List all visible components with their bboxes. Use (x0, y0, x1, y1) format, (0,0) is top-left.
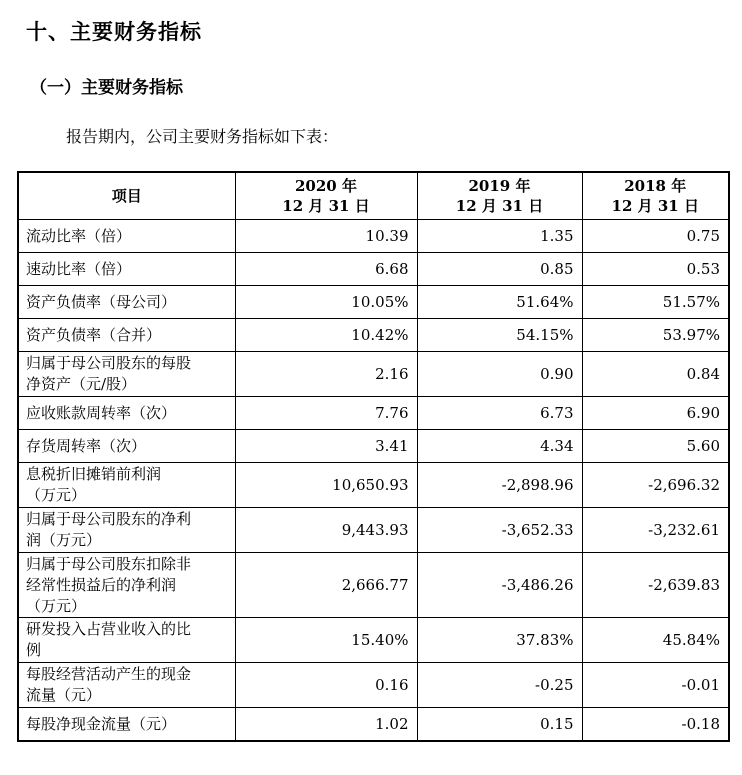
table-row (18, 253, 729, 286)
value-2019: -0.25 (417, 663, 582, 708)
value-2019: 54.15% (417, 319, 582, 352)
table-row (18, 663, 729, 708)
row-label (18, 708, 235, 742)
row-label-line: 存货周转率（次） (26, 436, 147, 455)
value-2020: 6.68 (235, 253, 417, 286)
value-2020: 1.02 (235, 708, 417, 742)
value-2018: -2,696.32 (582, 463, 729, 508)
row-label (18, 397, 235, 430)
table-row (18, 618, 729, 663)
value-2019: 51.64% (417, 286, 582, 319)
row-label (18, 430, 235, 463)
header-item-label: 项目 (111, 187, 142, 205)
value-2018: -0.18 (582, 708, 729, 742)
value-2018: -2,639.83 (582, 553, 729, 618)
table-row (18, 319, 729, 352)
value-2020: 15.40% (235, 618, 417, 663)
value-2019: -3,486.26 (417, 553, 582, 618)
row-label-line: 研发投入占营业收入的比 (26, 620, 192, 638)
value-2019: -3,652.33 (417, 508, 582, 553)
table-row (18, 508, 729, 553)
row-label (18, 253, 235, 286)
value-2020: 10.42% (235, 319, 417, 352)
value-2018: -3,232.61 (582, 508, 729, 553)
value-2020: 2,666.77 (235, 553, 417, 618)
header-item (18, 172, 235, 220)
row-label-line: 每股经营活动产生的现金 (26, 665, 192, 683)
value-2018: -0.01 (582, 663, 729, 708)
table-row (18, 220, 729, 253)
row-label (18, 463, 235, 508)
row-label (18, 553, 235, 618)
row-label (18, 220, 235, 253)
value-2019: 37.83% (417, 618, 582, 663)
header-2020 (235, 172, 417, 220)
value-2019: 0.90 (417, 352, 582, 397)
value-2018: 53.97% (582, 319, 729, 352)
value-2019: 4.34 (417, 430, 582, 463)
value-2020: 10,650.93 (235, 463, 417, 508)
row-label-line: （万元） (26, 596, 87, 615)
value-2018: 0.84 (582, 352, 729, 397)
subsection-title: （一）主要财务指标 (30, 78, 183, 98)
value-2018: 51.57% (582, 286, 729, 319)
header-2019-date: 12 月 31 日 (455, 197, 544, 215)
value-2018: 6.90 (582, 397, 729, 430)
value-2019: 1.35 (417, 220, 582, 253)
value-2018: 5.60 (582, 430, 729, 463)
row-label (18, 508, 235, 553)
table-row (18, 708, 729, 742)
header-2020-year: 2020 年 (295, 177, 357, 195)
header-2019 (417, 172, 582, 220)
row-label-line: 资产负债率（母公司） (26, 292, 177, 311)
value-2020: 7.76 (235, 397, 417, 430)
row-label-line: 净资产（元/股） (26, 375, 137, 393)
value-2018: 0.75 (582, 220, 729, 253)
value-2020: 3.41 (235, 430, 417, 463)
table-row (18, 553, 729, 618)
value-2020: 0.16 (235, 663, 417, 708)
row-label-line: 归属于母公司股东的净利 (26, 510, 192, 528)
value-2020: 2.16 (235, 352, 417, 397)
row-label (18, 319, 235, 352)
row-label-line: 应收账款周转率（次） (26, 403, 177, 422)
row-label (18, 618, 235, 663)
header-2019-year: 2019 年 (468, 177, 531, 195)
table-header-row (18, 172, 729, 220)
value-2019: 6.73 (417, 397, 582, 430)
row-label-line: 每股净现金流量（元） (26, 714, 177, 733)
intro-paragraph: 报告期内，公司主要财务指标如下表： (66, 127, 339, 146)
table-row (18, 463, 729, 508)
section-title: 十、主要财务指标 (26, 20, 202, 44)
row-label-line: 经常性损益后的净利润 (26, 575, 177, 594)
row-label-line: 速动比率（倍） (26, 259, 132, 278)
financial-indicators-table (17, 171, 730, 742)
header-2020-date: 12 月 31 日 (282, 197, 370, 215)
row-label-line: 润（万元） (26, 531, 102, 549)
row-label (18, 663, 235, 708)
header-2018-date: 12 月 31 日 (611, 197, 699, 215)
value-2018: 0.53 (582, 253, 729, 286)
row-label (18, 286, 235, 319)
value-2019: -2,898.96 (417, 463, 582, 508)
header-2018-year: 2018 年 (624, 177, 687, 195)
table-body (18, 220, 729, 742)
row-label-line: （万元） (26, 486, 87, 504)
row-label-line: 息税折旧摊销前利润 (26, 465, 162, 483)
value-2019: 0.85 (417, 253, 582, 286)
value-2018: 45.84% (582, 618, 729, 663)
table-row (18, 352, 729, 397)
value-2020: 10.39 (235, 220, 417, 253)
row-label-line: 归属于母公司股东的每股 (26, 354, 192, 372)
row-label-line: 流量（元） (26, 686, 102, 704)
row-label-line: 归属于母公司股东扣除非 (26, 554, 192, 573)
value-2019: 0.15 (417, 708, 582, 742)
header-2018 (582, 172, 729, 220)
table-row (18, 397, 729, 430)
row-label-line: 资产负债率（合并） (26, 325, 162, 344)
row-label-line: 流动比率（倍） (26, 226, 132, 245)
value-2020: 9,443.93 (235, 508, 417, 553)
row-label (18, 352, 235, 397)
table-row (18, 286, 729, 319)
table-row (18, 430, 729, 463)
value-2020: 10.05% (235, 286, 417, 319)
row-label-line: 例 (26, 641, 42, 659)
